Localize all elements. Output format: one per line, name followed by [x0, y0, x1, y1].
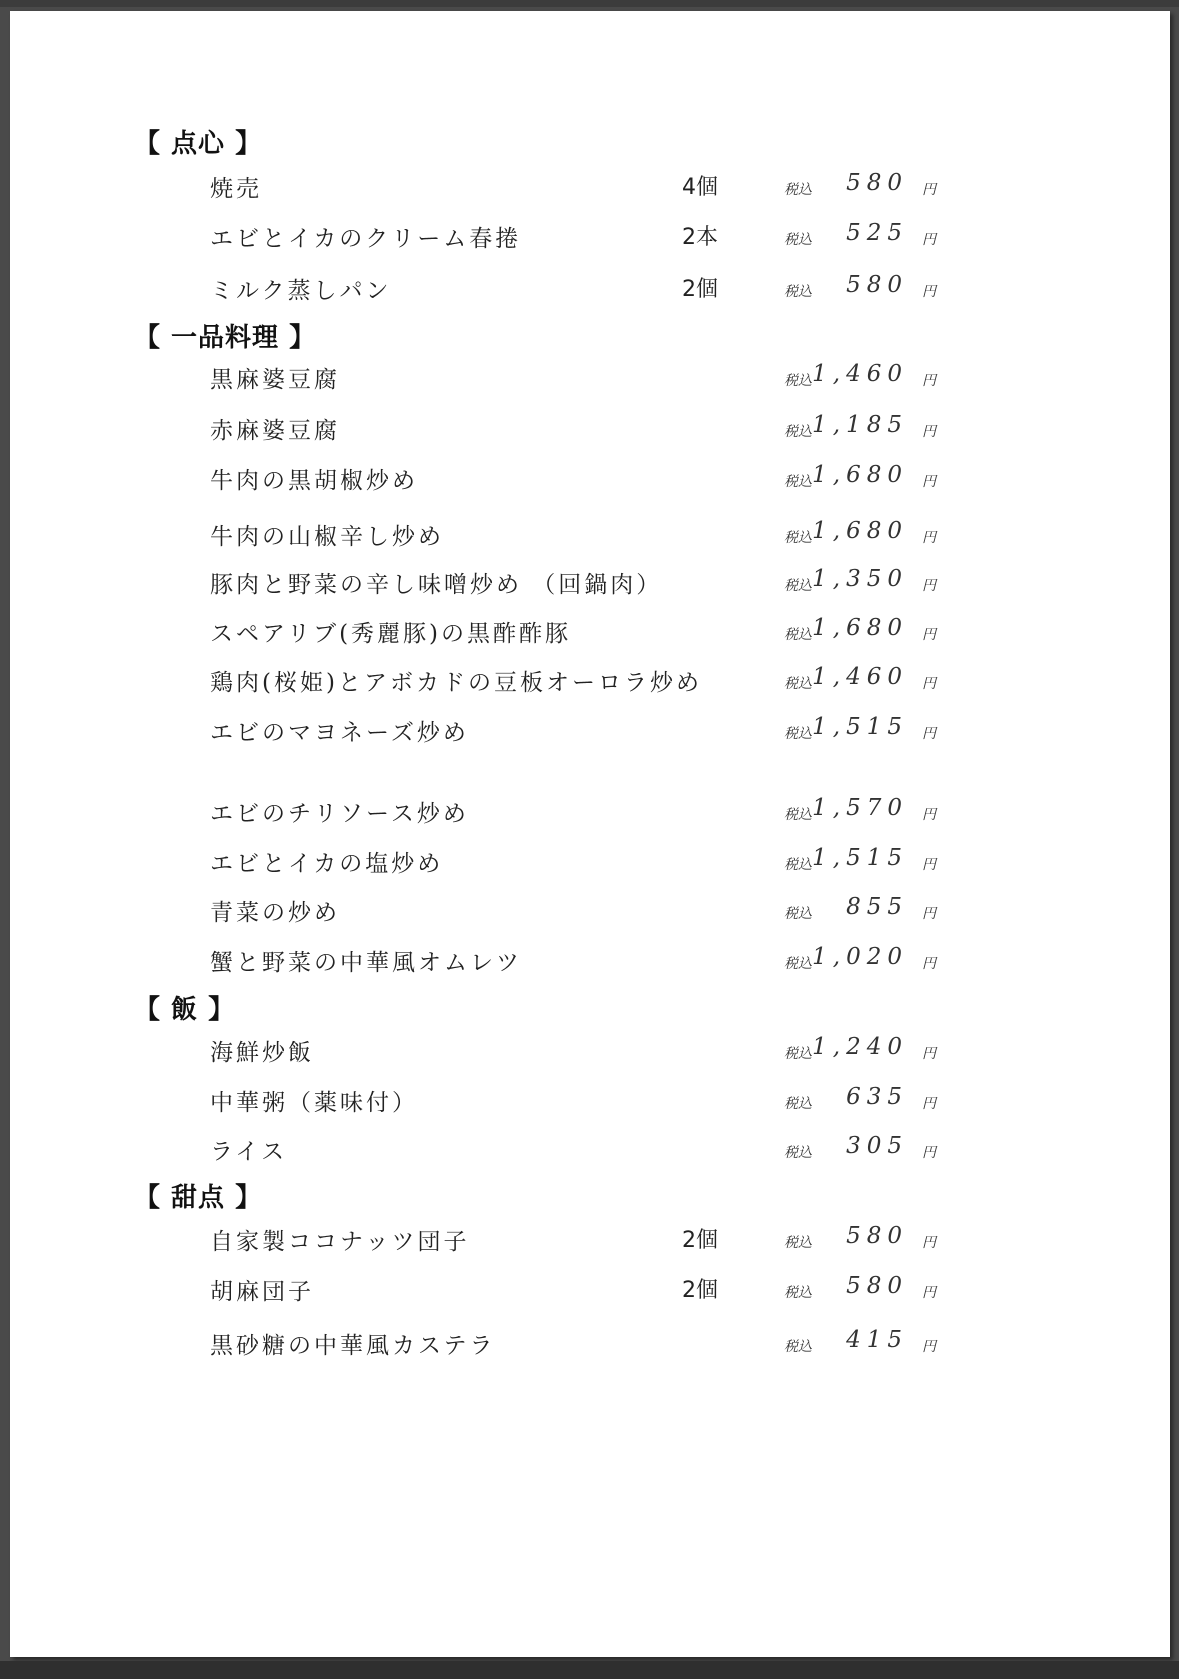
yen-unit: 円: [922, 578, 936, 594]
yen-unit: 円: [922, 1046, 936, 1062]
tax-included-label: 税込: [784, 906, 812, 922]
section-heading: 【 飯 】: [134, 995, 236, 1025]
yen-unit: 円: [922, 676, 936, 692]
item-name: 黒砂糖の中華風カステラ: [210, 1333, 496, 1359]
item-quantity: 2個: [682, 1278, 718, 1303]
yen-unit: 円: [922, 1285, 936, 1301]
item-quantity: 2個: [682, 277, 718, 302]
menu-item-row: [10, 462, 1170, 496]
item-price: 1,680: [812, 518, 908, 544]
menu-item-row: [10, 361, 1170, 395]
yen-unit: 円: [922, 474, 936, 490]
menu-item-row: [10, 894, 1170, 928]
item-name: 海鮮炒飯: [210, 1040, 314, 1066]
section-heading: 【 一品料理 】: [134, 323, 317, 353]
tax-included-label: 税込: [784, 1046, 812, 1062]
menu-item-row: [10, 1223, 1170, 1257]
tax-included-label: 税込: [784, 578, 812, 594]
menu-item-row: [10, 664, 1170, 698]
tax-included-label: 税込: [784, 956, 812, 972]
yen-unit: 円: [922, 726, 936, 742]
item-name: エビのマヨネーズ炒め: [210, 720, 469, 746]
item-price: 1,570: [812, 795, 908, 821]
menu-item-row: [10, 1084, 1170, 1118]
tax-included-label: 税込: [784, 1145, 812, 1161]
tax-included-label: 税込: [784, 530, 812, 546]
menu-item-row: [10, 714, 1170, 748]
menu-item-row: [10, 1327, 1170, 1361]
item-name: 中華粥（薬味付）: [210, 1090, 418, 1116]
item-name: 胡麻団子: [210, 1279, 314, 1305]
menu-item-row: [10, 566, 1170, 600]
yen-unit: 円: [922, 1145, 936, 1161]
menu-page: [10, 11, 1170, 1657]
item-quantity: 4個: [682, 175, 718, 200]
item-name: 豚肉と野菜の辛し味噌炒め （回鍋肉）: [210, 572, 663, 598]
tax-included-label: 税込: [784, 474, 812, 490]
item-price: 1,020: [812, 944, 908, 970]
item-price: 1,460: [812, 361, 908, 387]
yen-unit: 円: [922, 232, 936, 248]
item-quantity: 2個: [682, 1228, 718, 1253]
yen-unit: 円: [922, 1235, 936, 1251]
window-bottom-bar: [0, 1661, 1179, 1679]
item-name: 黒麻婆豆腐: [210, 367, 340, 393]
item-name: エビのチリソース炒め: [210, 801, 469, 827]
menu-item-row: [10, 845, 1170, 879]
item-name: 鶏肉(桜姫)とアボカドの豆板オーロラ炒め: [210, 670, 702, 696]
item-price: 635: [846, 1084, 908, 1110]
yen-unit: 円: [922, 373, 936, 389]
tax-included-label: 税込: [784, 627, 812, 643]
tax-included-label: 税込: [784, 1235, 812, 1251]
tax-included-label: 税込: [784, 182, 812, 198]
yen-unit: 円: [922, 182, 936, 198]
tax-included-label: 税込: [784, 373, 812, 389]
item-name: ライス: [210, 1139, 288, 1165]
item-name: 牛肉の黒胡椒炒め: [210, 468, 418, 494]
item-price: 1,240: [812, 1034, 908, 1060]
item-price: 1,680: [812, 462, 908, 488]
item-price: 1,515: [812, 714, 908, 740]
item-price: 415: [846, 1327, 908, 1353]
item-name: 蟹と野菜の中華風オムレツ: [210, 950, 522, 976]
item-name: 自家製ココナッツ団子: [210, 1229, 470, 1255]
menu-item-row: [10, 944, 1170, 978]
tax-included-label: 税込: [784, 857, 812, 873]
item-name: エビとイカの塩炒め: [210, 851, 444, 877]
item-quantity: 2本: [682, 225, 718, 250]
item-price: 580: [846, 1223, 908, 1249]
yen-unit: 円: [922, 627, 936, 643]
menu-item-row: [10, 795, 1170, 829]
item-price: 305: [846, 1133, 908, 1159]
item-price: 580: [846, 1273, 908, 1299]
item-name: 赤麻婆豆腐: [210, 418, 340, 444]
item-name: 焼売: [210, 176, 262, 202]
item-name: ミルク蒸しパン: [210, 278, 392, 304]
yen-unit: 円: [922, 857, 936, 873]
item-name: 牛肉の山椒辛し炒め: [210, 524, 444, 550]
menu-item-row: [10, 1034, 1170, 1068]
item-price: 1,185: [812, 412, 908, 438]
item-name: スペアリブ(秀麗豚)の黒酢酢豚: [210, 621, 572, 647]
item-price: 1,515: [812, 845, 908, 871]
tax-included-label: 税込: [784, 676, 812, 692]
menu-item-row: [10, 615, 1170, 649]
window-top-bar: [0, 0, 1179, 7]
tax-included-label: 税込: [784, 284, 812, 300]
tax-included-label: 税込: [784, 424, 812, 440]
item-price: 1,680: [812, 615, 908, 641]
item-price: 525: [846, 220, 908, 246]
tax-included-label: 税込: [784, 1096, 812, 1112]
yen-unit: 円: [922, 956, 936, 972]
item-price: 580: [846, 272, 908, 298]
yen-unit: 円: [922, 906, 936, 922]
yen-unit: 円: [922, 807, 936, 823]
menu-item-row: [10, 1273, 1170, 1307]
section-heading: 【 甜点 】: [134, 1183, 263, 1213]
menu-item-row: [10, 272, 1170, 306]
tax-included-label: 税込: [784, 1339, 812, 1355]
yen-unit: 円: [922, 284, 936, 300]
item-price: 855: [846, 894, 908, 920]
item-price: 1,350: [812, 566, 908, 592]
yen-unit: 円: [922, 424, 936, 440]
menu-item-row: [10, 220, 1170, 254]
item-name: エビとイカのクリーム春捲: [210, 226, 522, 252]
yen-unit: 円: [922, 1339, 936, 1355]
yen-unit: 円: [922, 530, 936, 546]
tax-included-label: 税込: [784, 1285, 812, 1301]
section-heading: 【 点心 】: [134, 129, 263, 159]
tax-included-label: 税込: [784, 232, 812, 248]
item-name: 青菜の炒め: [210, 900, 340, 926]
tax-included-label: 税込: [784, 726, 812, 742]
menu-item-row: [10, 1133, 1170, 1167]
item-price: 580: [846, 170, 908, 196]
menu-item-row: [10, 412, 1170, 446]
item-price: 1,460: [812, 664, 908, 690]
tax-included-label: 税込: [784, 807, 812, 823]
yen-unit: 円: [922, 1096, 936, 1112]
menu-item-row: [10, 170, 1170, 204]
menu-item-row: [10, 518, 1170, 552]
